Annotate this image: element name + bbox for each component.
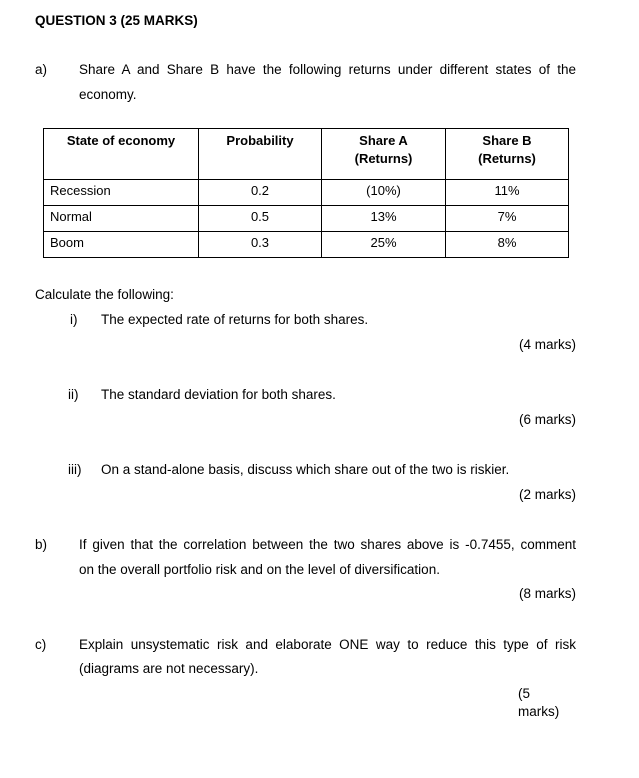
cell-share-a: 13% xyxy=(322,206,446,232)
part-c-line2: (diagrams are not necessary). xyxy=(79,661,259,676)
part-c-line1: Explain unsystematic risk and elaborate ONE way to reduce this type of risk xyxy=(79,637,576,652)
header-state-of-economy: State of economy xyxy=(44,129,199,180)
table-row xyxy=(44,232,569,258)
cell-probability: 0.2 xyxy=(199,180,322,206)
sub-question-label: iii) xyxy=(68,462,82,477)
part-b-marks: (8 marks) xyxy=(519,586,576,601)
sub-question-label: i) xyxy=(70,312,78,327)
cell-share-b: 8% xyxy=(446,232,569,258)
cell-probability: 0.5 xyxy=(199,206,322,232)
header-share-a: Share A (Returns) xyxy=(322,129,446,180)
header-probability: Probability xyxy=(199,129,322,180)
sub-question-text: The standard deviation for both shares. xyxy=(101,387,336,402)
part-a-line2: economy. xyxy=(79,87,137,102)
question-title: QUESTION 3 (25 MARKS) xyxy=(35,13,198,28)
cell-probability: 0.3 xyxy=(199,232,322,258)
part-a-line1: Share A and Share B have the following returns under different states of the xyxy=(79,62,576,77)
sub-question-marks: (4 marks) xyxy=(519,337,576,352)
sub-question-text: On a stand-alone basis, discuss which share out of the two is riskier. xyxy=(101,462,510,477)
part-c-marks-line2: marks) xyxy=(518,704,560,719)
returns-table xyxy=(43,128,569,258)
cell-share-a: 25% xyxy=(322,232,446,258)
part-b-line1: If given that the correlation between the two shares above is -0.7455, comment xyxy=(79,537,576,552)
sub-question-text: The expected rate of returns for both shares. xyxy=(101,312,369,327)
sub-question-marks: (6 marks) xyxy=(519,412,576,427)
cell-share-a: (10%) xyxy=(322,180,446,206)
cell-state: Normal xyxy=(44,206,199,232)
header-share-b: Share B (Returns) xyxy=(446,129,569,180)
cell-share-b: 11% xyxy=(446,180,569,206)
part-b-label: b) xyxy=(35,537,48,552)
cell-state: Recession xyxy=(44,180,199,206)
cell-share-b: 7% xyxy=(446,206,569,232)
sub-question-marks: (2 marks) xyxy=(519,487,576,502)
sub-question-label: ii) xyxy=(68,387,79,402)
calculate-instruction: Calculate the following: xyxy=(35,287,174,302)
part-c-label: c) xyxy=(35,637,47,652)
part-a-label: a) xyxy=(35,62,48,77)
part-c-marks-line1: (5 xyxy=(518,686,531,701)
table-row xyxy=(44,206,569,232)
part-c-marks xyxy=(518,685,578,721)
part-b-line2: on the overall portfolio risk and on the level of diversification. xyxy=(79,562,440,577)
cell-state: Boom xyxy=(44,232,199,258)
table-header-row xyxy=(44,129,569,180)
table-row xyxy=(44,180,569,206)
